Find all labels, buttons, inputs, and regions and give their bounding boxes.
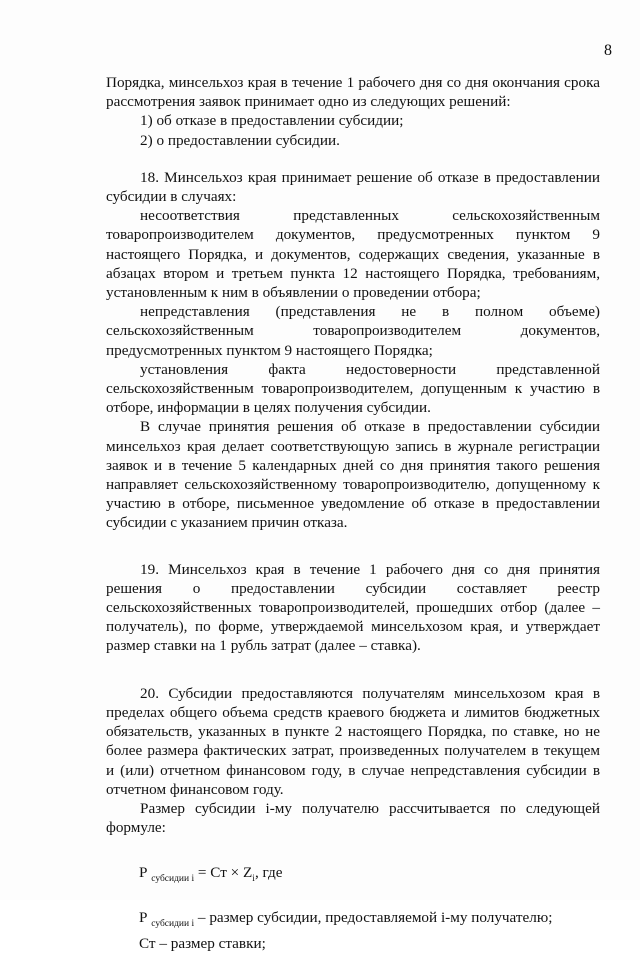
formula-intro: Размер субсидии i-му получателю рассчитывается по следующей формуле: [106, 799, 600, 837]
document-body [106, 73, 600, 953]
page-number: 8 [604, 42, 612, 59]
decision-option-1: 1) об отказе в предоставлении субсидии; [140, 112, 404, 130]
formula-tail: , где [254, 864, 283, 882]
section-18-refusal: В случае принятия решения об отказе в предоставлении субсидии минсельхоз края делает соответствующую запись в журнале регистрации заявок и в течение 5 календарных дней со дня принятия такого решения направляет сельскохозяйственному товаропроизводителю, допущенному к участию в отборе, письменное уведомление об отказе в предоставлении субсидии с указанием причин отказа. [106, 418, 600, 532]
formula-lhs-subscript: субсидии i [151, 874, 195, 885]
section-18-heading: 18. Минсельхоз края принимает решение об отказе в предоставлении субсидии в случаях: [106, 168, 600, 206]
section-20: 20. Субсидии предоставляются получателям минсельхозом края в пределах общего объема средств краевого бюджета и лимитов бюджетных обязательств, указанных в пункте 2 настоящего Порядка, по ставке, но не более размера фактических затрат, произведенных получателем в текущем и (или) отчетном финансовом году, в случае непредставления субсидии в отчетном финансовом году. [106, 684, 600, 798]
subsidy-formula [106, 863, 600, 889]
definition-symbol: Р [139, 908, 148, 926]
definition-subsidy [106, 908, 600, 934]
section-18-case-3: установления факта недостоверности представленной сельскохозяйственным товаропроизводителем, допущенным к участию в отборе, информации в целях получения субсидии. [106, 360, 600, 417]
definition-rate: Ст – размер ставки; [139, 934, 266, 952]
formula-rhs-subscript: i [252, 874, 255, 885]
section-18-case-2: непредставления (представления не в полном объеме) сельскохозяйственным товаропроизводителем документов, предусмотренных пунктом 9 настоящего Порядка; [106, 303, 600, 359]
section-18-case-1: несоответствия представленных сельскохозяйственным товаропроизводителем документов, предусмотренных пунктом 9 настоящего Порядка, и документов, содержащих сведения, указанные в абзацах втором и третьем пункта 12 настоящего Порядка, требованиям, установленным к ним в объявлении о проведении отбора; [106, 207, 600, 302]
formula-rhs: = Ст × Z [197, 864, 253, 882]
paragraph-intro: Порядка, минсельхоз края в течение 1 рабочего дня со дня окончания срока рассмотрения заявок принимает одно из следующих решений: [106, 74, 600, 111]
definition-text: – размер субсидии, предоставляемой i-му получателю; [194, 908, 553, 926]
section-19: 19. Минсельхоз края в течение 1 рабочего дня со дня принятия решения о предоставлении субсидии составляет реестр сельскохозяйственных товаропроизводителей, прошедших отбор (далее – получатель), по форме, утверждаемой минсельхозом края, и утверждает размер ставки на 1 рубль затрат (далее – ставка). [106, 560, 600, 655]
decision-option-2: 2) о предоставлении субсидии. [140, 131, 340, 149]
definition-subscript: субсидии i [151, 918, 195, 929]
formula-lhs: Р [139, 864, 148, 882]
